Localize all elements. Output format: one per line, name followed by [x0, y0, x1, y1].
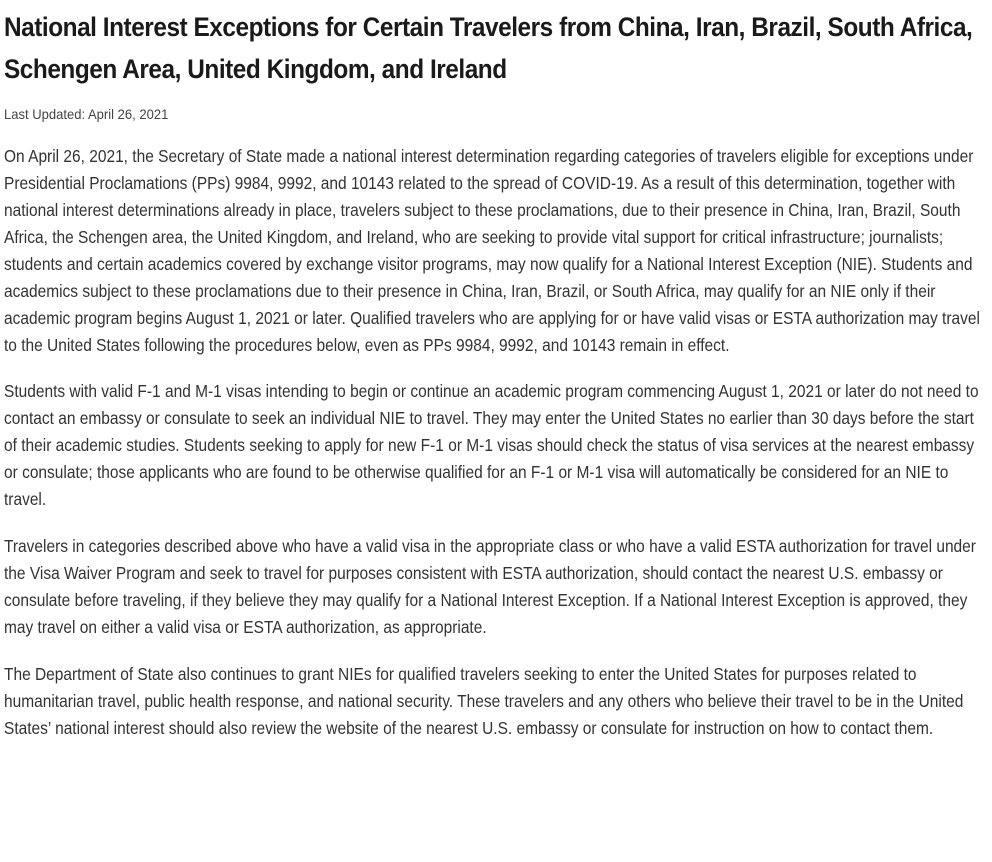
article	[4, 0, 988, 742]
paragraph-nie-determination: On April 26, 2021, the Secretary of State made a national interest determination regarding categories of travelers eligible for exceptions under Presidential Proclamations (PPs) 9984, 9992, and 10143 related to the spread of COVID-19. As a result of this determination, together with national interest determinations already in place, travelers subject to these proclamations, due to their presence in China, Iran, Brazil, South Africa, the Schengen area, the United Kingdom, and Ireland, who are seeking to provide vital support for critical infrastructure; journalists; students and certain academics covered by exchange visitor programs, may now qualify for a National Interest Exception (NIE). Students and academics subject to these proclamations due to their presence in China, Iran, Brazil, or South Africa, may qualify for an NIE only if their academic program begins August 1, 2021 or later. Qualified travelers who are applying for or have valid visas or ESTA authorization may travel to the United States following the procedures below, even as PPs 9984, 9992, and 10143 remain in effect.	[4, 146, 980, 355]
last-updated-date: Last Updated: April 26, 2021	[4, 106, 169, 122]
paragraph-students: Students with valid F-1 and M-1 visas intending to begin or continue an academic program commencing August 1, 2021 or later do not need to contact an embassy or consulate to seek an individual NIE to travel. They may enter the United States no earlier than 30 days before the start of their academic studies. Students seeking to apply for new F-1 or M-1 visas should check the status of visa services at the nearest embassy or consulate; those applicants who are found to be otherwise qualified for an F-1 or M-1 visa will automatically be considered for an NIE to travel.	[4, 381, 979, 509]
paragraph-travelers-visa-esta: Travelers in categories described above who have a valid visa in the appropriate class or who have a valid ESTA authorization for travel under the Visa Waiver Program and seek to travel for purposes consistent with ESTA authorization, should contact the nearest U.S. embassy or consulate before traveling, if they believe they may qualify for a National Interest Exception. If a National Interest Exception is approved, they may travel on either a valid visa or ESTA authorization, as appropriate.	[4, 536, 976, 637]
paragraph-humanitarian: The Department of State also continues to grant NIEs for qualified travelers seeking to enter the United States for purposes related to humanitarian travel, public health response, and national security. These travelers and any others who believe their travel to be in the United States’ national interest should also review the website of the nearest U.S. embassy or consulate for instruction on how to contact them.	[4, 664, 964, 738]
page-title: National Interest Exceptions for Certain Travelers from China, Iran, Brazil, South Africa, Schengen Area, United Kingdom, and Ireland	[4, 12, 973, 84]
